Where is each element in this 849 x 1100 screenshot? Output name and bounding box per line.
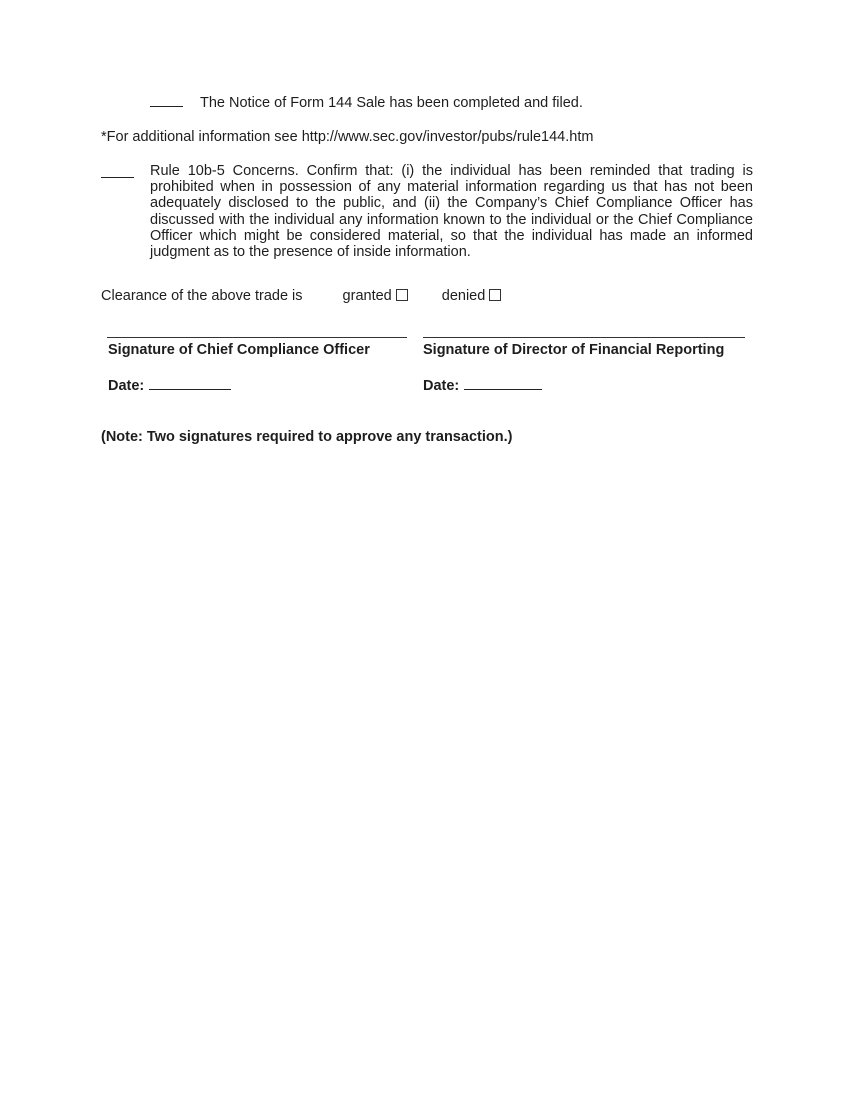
form144-checklist-item [150, 94, 583, 111]
granted-option[interactable] [343, 288, 408, 304]
director-signature-label: Signature of Director of Financial Reporting [423, 342, 725, 358]
granted-label: granted [342, 288, 392, 304]
cco-signature-line[interactable] [107, 337, 407, 338]
form144-item-text: The Notice of Form 144 Sale has been completed and filed. [200, 95, 583, 111]
director-signature-line[interactable] [423, 337, 745, 338]
director-date [423, 377, 542, 394]
director-date-label: Date: [423, 378, 460, 394]
director-date-field[interactable] [464, 377, 542, 390]
approval-note: (Note: Two signatures required to approve any transaction.) [101, 429, 513, 445]
rule-10b5-check-blank[interactable] [101, 163, 134, 178]
denied-option[interactable] [442, 288, 502, 304]
rule144-footnote: *For additional information see http://www.sec.gov/investor/pubs/rule144.htm [101, 129, 594, 145]
rule-10b5-text: Rule 10b-5 Concerns. Confirm that: (i) the individual has been reminded that trading is prohibited when in possession of any material information regarding us that has not been adequately disclosed to the public, and (ii) the Company’s Chief Compliance Officer has discussed with the individual any information known to the individual or the Chief Compliance Officer which might be considered material, so that the individual has made an informed judgment as to the presence of inside information. [150, 163, 753, 261]
denied-checkbox[interactable] [489, 289, 501, 301]
form144-check-blank[interactable] [150, 94, 183, 107]
cco-date-label: Date: [108, 378, 145, 394]
cco-date [108, 377, 231, 394]
cco-date-field[interactable] [149, 377, 231, 390]
denied-label: denied [441, 288, 486, 304]
clearance-label: Clearance of the above trade is [101, 288, 303, 304]
granted-checkbox[interactable] [396, 289, 408, 301]
clearance-row [101, 288, 501, 304]
cco-signature-label: Signature of Chief Compliance Officer [108, 342, 370, 358]
